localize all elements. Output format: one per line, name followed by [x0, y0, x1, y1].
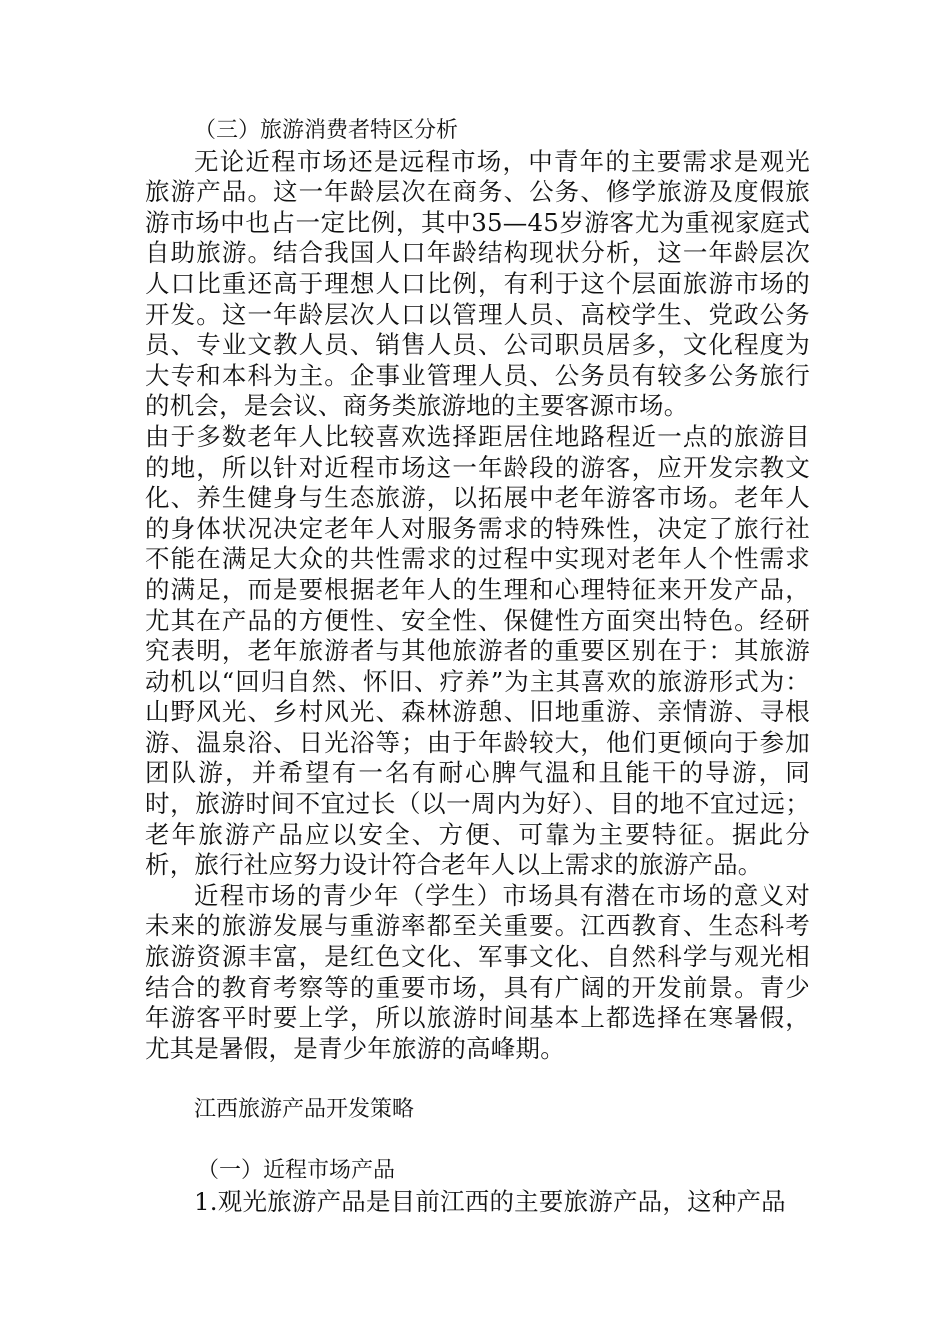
- section-heading-consumer-analysis: （三）旅游消费者特区分析: [194, 118, 459, 143]
- paragraph-sightseeing-products: 1.观光旅游产品是目前江西的主要旅游产品，这种产品: [194, 1186, 786, 1216]
- paragraph-gap: [145, 1064, 810, 1095]
- section-heading-product-strategy: 江西旅游产品开发策略: [194, 1097, 415, 1122]
- paragraph-elderly-market: 由于多数老年人比较喜欢选择距居住地路程近一点的旅游目的地，所以针对近程市场这一年龄段的游客，应开发宗教文化、养生健身与生态旅游，以拓展中老年游客市场。老年人的身体状况决定老年人对服务需求的特殊性，决定了旅行社不能在满足大众的共性需求的过程中实现对老年人个性需求的满足，而是要根据老年人的生理和心理特征来开发产品，尤其在产品的方便性、安全性、保健性方面突出特色。经研究表明，老年旅游者与其他旅游者的重要区别在于：其旅游动机以“回归自然、怀旧、疗养”为主其喜欢的旅游形式为：山野风光、乡村风光、森林游憩、旧地重游、亲情游、寻根游、温泉浴、日光浴等；由于年龄较大，他们更倾向于参加团队游，并希望有一名有耐心脾气温和且能干的导游，同时，旅游时间不宜过长（以一周内为好）、目的地不宜过远；老年旅游产品应以安全、方便、可靠为主要特征。据此分析，旅行社应努力设计符合老年人以上需求的旅游产品。: [145, 421, 810, 880]
- paragraph-gap: [145, 1126, 810, 1157]
- document-page: [145, 116, 810, 1217]
- subsection-heading-near-market: （一）近程市场产品: [197, 1158, 396, 1184]
- paragraph-middle-aged-market: 无论近程市场还是远程市场，中青年的主要需求是观光旅游产品。这一年龄层次在商务、公务、修学旅游及度假旅游市场中也占一定比例，其中35—45岁游客尤为重视家庭式自助旅游。结合我国人口年龄结构现状分析，这一年龄层次人口比重还高于理想人口比例，有利于这个层面旅游市场的开发。这一年龄层次人口以管理人员、高校学生、党政公务员、专业文教人员、销售人员、公司职员居多，文化程度为大专和本科为主。企事业管理人员、公务员有较多公务旅行的机会，是会议、商务类旅游地的主要客源市场。: [145, 146, 810, 421]
- paragraph-youth-market: 近程市场的青少年（学生）市场具有潜在市场的意义对未来的旅游发展与重游率都至关重要。江西教育、生态科考旅游资源丰富，是红色文化、军事文化、自然科学与观光相结合的教育考察等的重要市场，具有广阔的开发前景。青少年游客平时要上学，所以旅游时间基本上都选择在寒暑假，尤其是暑假，是青少年旅游的高峰期。: [145, 880, 810, 1063]
